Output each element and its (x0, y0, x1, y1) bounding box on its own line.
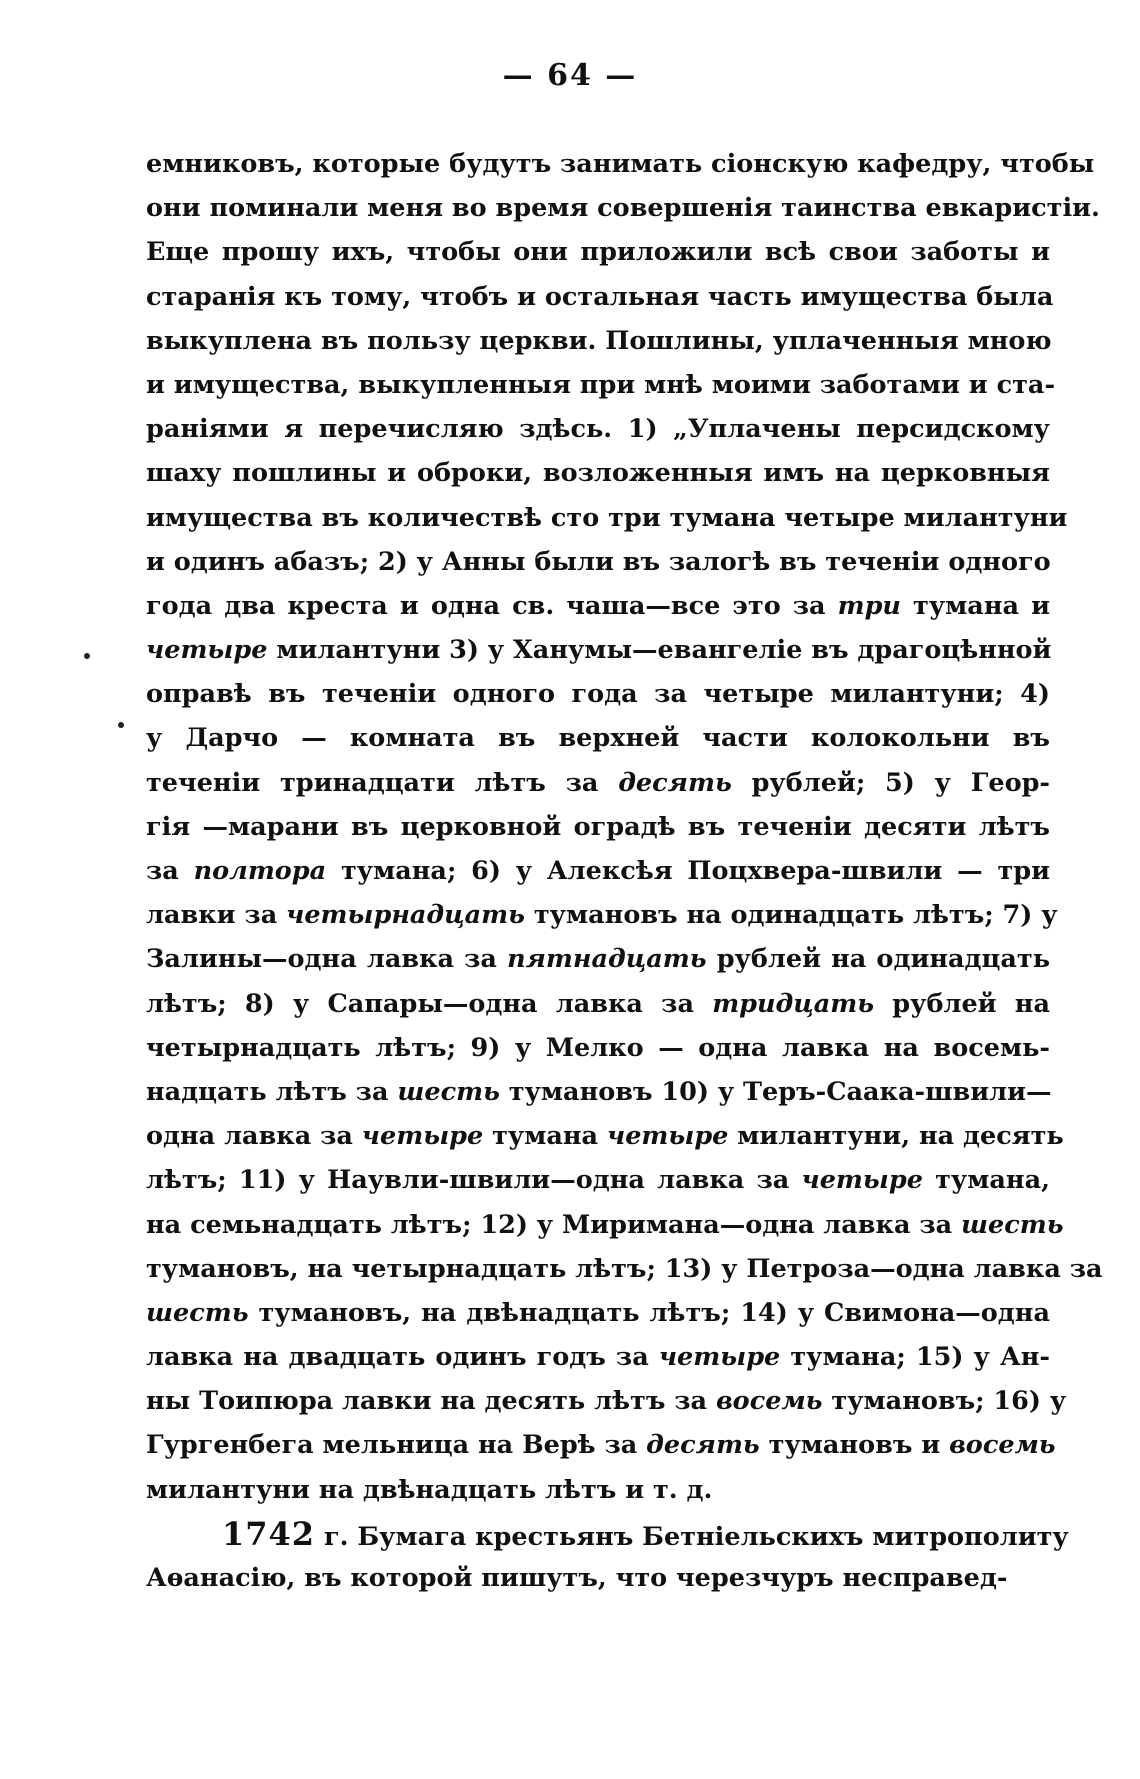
text-line: у Дарчо — комната въ верхней части колокольни въ (146, 723, 1050, 754)
text-line (146, 1379, 1067, 1423)
text-line (146, 1114, 1064, 1158)
text-fragment: тумана; 6) у Алексѣя Поцхвера-швили — три (326, 856, 1050, 886)
text-line: выкуплена въ пользу церкви. Пошлины, уплаченныя мною (146, 325, 1052, 356)
emphasis-number: десять (618, 767, 732, 798)
text-fragment: одна лавка за (146, 1121, 362, 1152)
text-fragment: рублей; 5) у Геор- (731, 767, 1050, 798)
margin-mark (118, 722, 124, 728)
emphasis-number: полтора (193, 856, 327, 886)
section-year: 1742 (222, 1514, 316, 1553)
text-fragment: лѣтъ; 8) у Сапары—одна лавка за (146, 988, 713, 1019)
text-line: раніями я перечисляю здѣсь. 1) „Уплачены персидскому (146, 414, 1050, 445)
text-fragment: лѣтъ; 11) у Наувли-швили—одна лавка за (146, 1165, 802, 1196)
text-fragment: тумановъ на одинадцать лѣтъ; 7) у (524, 900, 1058, 931)
emphasis-number: восемь (715, 1386, 823, 1417)
emphasis-number: восемь (949, 1430, 1056, 1461)
emphasis-number: четыре (146, 635, 268, 666)
text-line: они поминали меня во время совершенія таинства евкаристіи. (146, 193, 1100, 224)
text-fragment: тумановъ; 16) у (822, 1386, 1067, 1417)
text-line (146, 1291, 1050, 1335)
text-line: оправѣ въ теченіи одного года за четыре милантуни; 4) (146, 679, 1050, 710)
text-fragment: тумана и (900, 590, 1050, 621)
text-line (146, 849, 1050, 893)
text-fragment: Залины—одна лавка за (146, 944, 508, 975)
emphasis-number: четыре (361, 1121, 484, 1152)
text-line (146, 1203, 1064, 1247)
emphasis-number: четыре (606, 1121, 729, 1152)
text-line (146, 584, 1050, 628)
text-fragment: тумановъ и (759, 1430, 950, 1461)
text-line (146, 1423, 1056, 1467)
page-number: — 64 — (502, 58, 638, 93)
text-fragment: надцать лѣтъ за (146, 1076, 398, 1107)
emphasis-number: четыре (801, 1165, 923, 1196)
text-fragment: тумана; 15) у Ан- (780, 1342, 1050, 1373)
text-fragment: милантуни, на десять (728, 1121, 1064, 1152)
text-line: и одинъ абазъ; 2) у Анны были въ залогѣ въ теченіи одного (146, 546, 1051, 577)
text-fragment: теченіи тринадцати лѣтъ за (146, 767, 619, 798)
emphasis-number: три (837, 590, 901, 621)
text-line: емниковъ, которые будутъ занимать сіонскую кафедру, чтобы (146, 149, 1095, 179)
text-fragment: рублей на (874, 988, 1050, 1019)
text-line: шаху пошлины и оброки, возложенныя имъ на церковныя (146, 458, 1050, 489)
text-line: Еще прошу ихъ, чтобы они приложили всѣ свои заботы и (146, 237, 1050, 268)
margin-mark (84, 653, 90, 659)
text-line (146, 893, 1058, 937)
text-fragment: за (146, 856, 194, 886)
text-line: и имущества, выкупленныя при мнѣ моими заботами и ста- (146, 369, 1056, 400)
emphasis-number: десять (646, 1430, 760, 1461)
text-fragment: на семьнадцать лѣтъ; 12) у Миримана—одна лавка за (146, 1209, 962, 1240)
emphasis-number: четырнадцать (286, 900, 525, 931)
document-body (146, 142, 1103, 1600)
text-line: четырнадцать лѣтъ; 9) у Мелко — одна лавка на восемь- (146, 1032, 1050, 1063)
text-line (146, 628, 1050, 672)
text-line (146, 1070, 1050, 1114)
text-line (146, 1335, 1050, 1379)
text-line: старанія къ тому, чтобъ и остальная часть имущества была (146, 281, 1054, 312)
emphasis-number: четыре (658, 1342, 781, 1373)
text-fragment: милантуни 3) у Ханумы—евангеліе въ драгоцѣнной (267, 635, 1052, 666)
emphasis-number: шесть (146, 1297, 249, 1328)
text-line (146, 1512, 1069, 1556)
text-fragment: тумановъ 10) у Теръ-Саака-швили— (499, 1076, 1052, 1107)
text-fragment: лавки за (146, 900, 287, 931)
text-fragment: лавка на двадцать одинъ годъ за (146, 1342, 659, 1373)
emphasis-number: пятнадцать (507, 944, 707, 975)
text-line: имущества въ количествѣ сто три тумана четыре милантуни (146, 502, 1068, 533)
text-fragment: года два креста и одна св. чаша—все это за (146, 590, 838, 621)
text-fragment: тумана, (922, 1165, 1050, 1196)
text-fragment: тумана (483, 1121, 607, 1152)
text-line: милантуни на двѣнадцать лѣтъ и т. д. (146, 1474, 713, 1505)
text-line (146, 982, 1050, 1026)
text-line (146, 1158, 1050, 1202)
text-line (146, 761, 1050, 805)
text-fragment: г. Бумага крестьянъ Бетніельскихъ митрополиту (315, 1521, 1069, 1552)
emphasis-number: шесть (397, 1076, 500, 1107)
emphasis-number: шесть (961, 1209, 1064, 1240)
text-fragment: ны Тоипюра лавки на десять лѣтъ за (146, 1386, 716, 1417)
text-line: Аѳанасію, въ которой пишутъ, что черезчуръ несправед- (146, 1563, 1008, 1593)
text-line: гія —марани въ церковной оградѣ въ теченіи десяти лѣтъ (146, 811, 1050, 842)
text-fragment: Гургенбега мельница на Верѣ за (146, 1430, 647, 1461)
text-line (146, 937, 1050, 981)
text-fragment: тумановъ, на двѣнадцать лѣтъ; 14) у Свимона—одна (248, 1297, 1050, 1328)
text-line: тумановъ, на четырнадцать лѣтъ; 13) у Петроза—одна лавка за (146, 1253, 1103, 1284)
text-fragment: рублей на одинадцать (706, 944, 1051, 975)
emphasis-number: тридцать (712, 988, 875, 1019)
